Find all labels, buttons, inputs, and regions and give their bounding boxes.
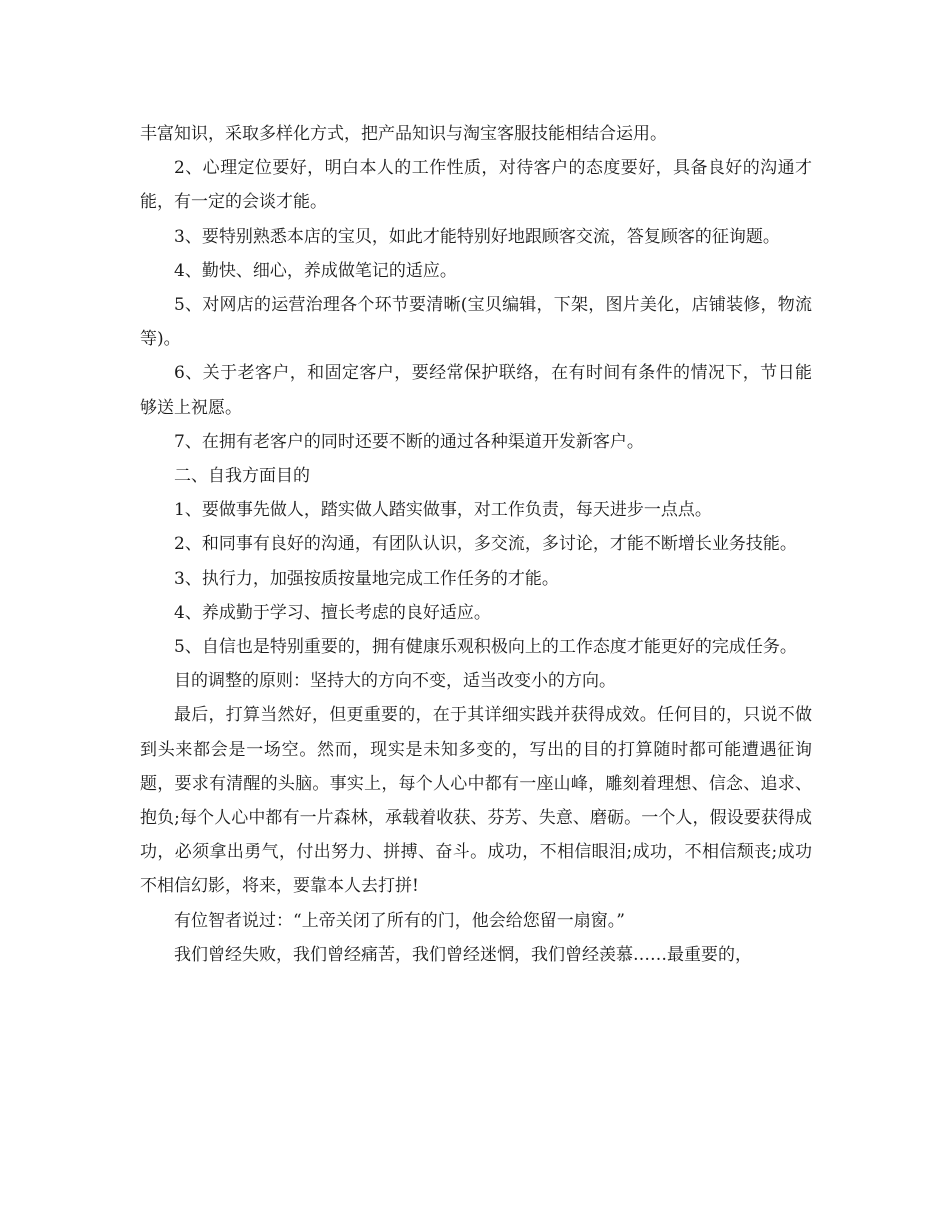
paragraph-item-6-old-customers: 6、关于老客户，和固定客户，要经常保护联络，在有时间有条件的情况下，节日能够送上祝愿。 (140, 363, 812, 418)
paragraph-adjustment-principle: 目的调整的原则：坚持大的方向不变，适当改变小的方向。 (174, 671, 616, 692)
paragraph-self-item-4: 4、养成勤于学习、擅长考虑的良好适应。 (174, 602, 491, 623)
document-body (140, 117, 812, 972)
paragraph-self-item-2: 2、和同事有良好的沟通，有团队认识，多交流，多讨论，才能不断增长业务技能。 (174, 534, 797, 555)
paragraph-item-2-psychology: 2、心理定位要好，明白本人的工作性质，对待客户的态度要好，具备良好的沟通才能，有一定的会谈才能。 (140, 158, 812, 213)
paragraph-self-item-1: 1、要做事先做人，踏实做人踏实做事，对工作负责，每天进步一点点。 (174, 500, 712, 521)
paragraph-conclusion: 最后，打算当然好，但更重要的，在于其详细实践并获得成效。任何目的，只说不做到头来都会是一场空。然而，现实是未知多变的，写出的目的打算随时都可能遭遇征询题，要求有清醒的头脑。事实上，每个人心中都有一座山峰，雕刻着理想、信念、追求、抱负;每个人心中都有一片森林，承载着收获、芬芳、失意、磨砺。一个人，假设要获得成功，必须拿出勇气，付出努力、拼搏、奋斗。成功，不相信眼泪;成功，不相信颓丧;成功不相信幻影，将来，要靠本人去打拼! (140, 705, 812, 897)
paragraph-item-7-new-customers: 7、在拥有老客户的同时还要不断的通过各种渠道开发新客户。 (174, 431, 644, 452)
paragraph-item-5-operations: 5、对网店的运营治理各个环节要清晰(宝贝编辑，下架，图片美化，店铺装修，物流等)。 (140, 295, 812, 350)
section-heading-self-goals: 二、自我方面目的 (174, 466, 310, 487)
paragraph-continuation: 丰富知识，采取多样化方式，把产品知识与淘宝客服技能相结合运用。 (140, 124, 667, 144)
paragraph-self-item-3: 3、执行力，加强按质按量地完成工作任务的才能。 (174, 568, 559, 589)
paragraph-self-item-5: 5、自信也是特别重要的，拥有健康乐观积极向上的工作态度才能更好的完成任务。 (174, 637, 797, 658)
paragraph-quote: 有位智者说过：“上帝关闭了所有的门，他会给您留一扇窗。” (174, 910, 625, 931)
paragraph-item-4-diligence: 4、勤快、细心，养成做笔记的适应。 (174, 260, 457, 281)
paragraph-item-3-products: 3、要特别熟悉本店的宝贝，如此才能特别好地跟顾客交流，答复顾客的征询题。 (174, 226, 780, 247)
paragraph-final: 我们曾经失败，我们曾经痛苦，我们曾经迷惘，我们曾经羡慕……最重要的， (174, 944, 752, 965)
